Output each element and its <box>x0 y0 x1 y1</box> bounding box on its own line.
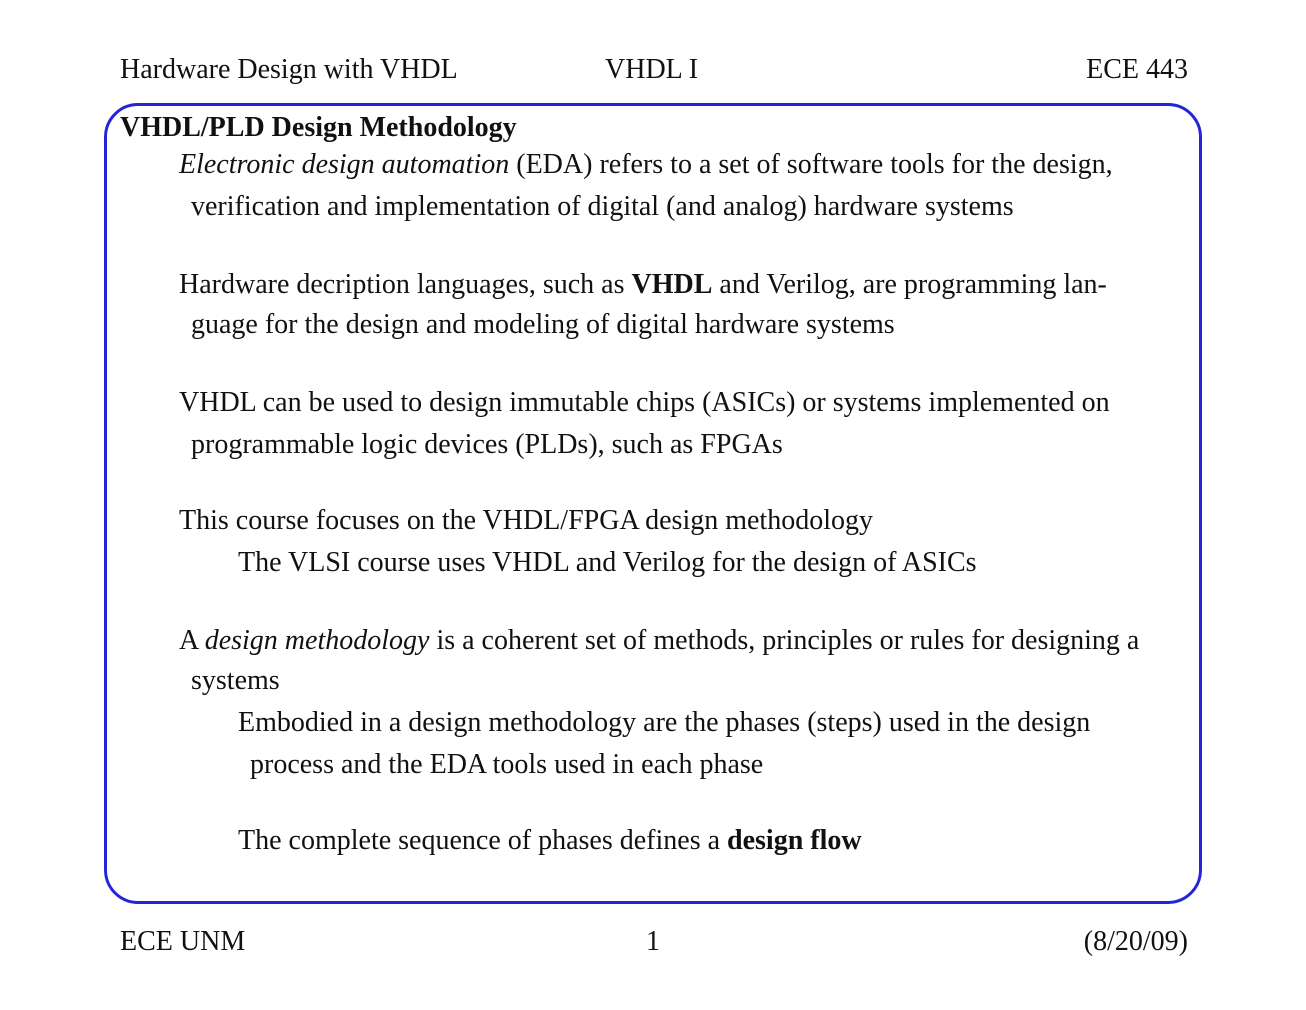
paragraph-phases-line1: Embodied in a design methodology are the phases (steps) used in the design <box>238 707 1091 738</box>
header-course-number: ECE 443 <box>1086 54 1188 85</box>
hdl-vhdl-bold: VHDL <box>631 269 713 300</box>
methodology-term: design methodology <box>204 625 430 656</box>
methodology-text-post: is a coherent set of methods, principles or rules for designing a <box>429 625 1140 656</box>
design-flow-text-pre: The complete sequence of phases defines a <box>238 825 728 856</box>
header-course-title: Hardware Design with VHDL <box>120 54 458 85</box>
paragraph-hdl-line1 <box>179 264 1107 305</box>
footer-date: (8/20/09) <box>1083 926 1188 957</box>
slide-title: VHDL/PLD Design Methodology <box>120 112 517 143</box>
paragraph-vlsi-course: The VLSI course uses VHDL and Verilog for the design of ASICs <box>238 547 977 578</box>
eda-definition: (EDA) refers to a set of software tools for the design, <box>509 149 1113 180</box>
paragraph-hdl-line2: guage for the design and modeling of digital hardware systems <box>191 309 895 340</box>
hdl-text-pre: Hardware decription languages, such as <box>179 269 632 300</box>
paragraph-methodology-line2: systems <box>191 665 280 696</box>
paragraph-design-flow <box>238 820 862 861</box>
paragraph-phases-line2: process and the EDA tools used in each phase <box>250 749 764 780</box>
methodology-text-pre: A <box>179 625 205 656</box>
paragraph-eda-line2: verification and implementation of digital (and analog) hardware systems <box>191 191 1014 222</box>
eda-term: Electronic design automation <box>179 149 510 180</box>
paragraph-methodology-line1 <box>179 620 1139 661</box>
paragraph-course-focus: This course focuses on the VHDL/FPGA design methodology <box>179 505 873 536</box>
paragraph-vhdl-use-line2: programmable logic devices (PLDs), such as FPGAs <box>191 429 783 460</box>
footer-institution: ECE UNM <box>120 926 246 957</box>
paragraph-eda-line1 <box>179 144 1113 185</box>
hdl-text-post: and Verilog, are programming lan- <box>712 269 1107 300</box>
header-lecture-title: VHDL I <box>605 54 699 85</box>
footer-page-number: 1 <box>646 926 660 957</box>
paragraph-vhdl-use-line1: VHDL can be used to design immutable chips (ASICs) or systems implemented on <box>179 387 1110 418</box>
design-flow-bold: design flow <box>727 825 862 856</box>
